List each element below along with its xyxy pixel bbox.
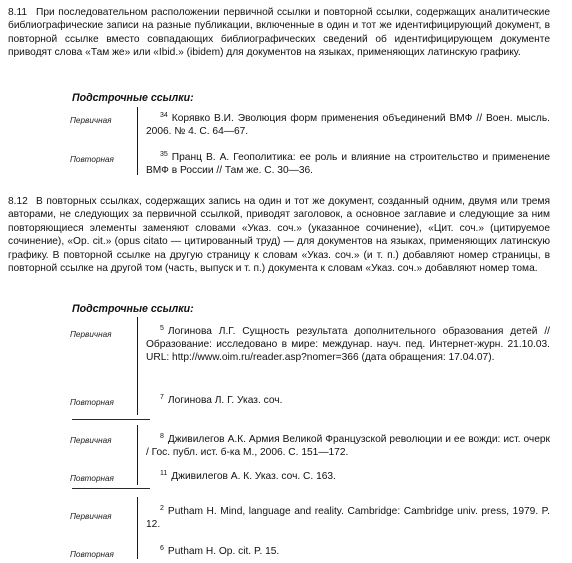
footnote-label-primary: Первичная — [70, 436, 112, 445]
footnote-primary — [146, 433, 550, 459]
footnotes-heading: Подстрочные ссылки: — [72, 303, 194, 315]
footnote-text: Дживилегов А.К. Армия Великой Французской революции и ее вожди: ист. очерк / Гос. публ. ист. б-ка М., 2006. С. 151—172. — [146, 434, 550, 459]
footnote-text: Логинова Л.Г. Сущность результата дополнительного образования детей // Образование: исследовано в мире: междунар. науч. пед. Интернет-журн. 21.10.03. URL: http://www.oim.ru/reader.asp?nomer=366 (дата обращения: 17.04.07). — [146, 326, 550, 364]
footnote-label-primary: Первичная — [70, 512, 112, 521]
footnote-number: 11 — [160, 470, 168, 477]
footnote-primary — [146, 112, 550, 138]
footnote-number: 35 — [160, 151, 168, 158]
footnote-divider-line — [137, 107, 138, 175]
footnote-number: 5 — [160, 325, 164, 332]
footnote-label-primary: Первичная — [70, 330, 112, 339]
footnote-primary — [146, 325, 550, 365]
footnote-primary — [146, 505, 550, 531]
paragraph-text: При последовательном расположении первичной ссылки и повторной ссылки, содержащих аналитические библиографические записи на разные публикации, включенные в один и тот же идентифицирующий документ, в повторной ссылке вместо совпадающих библиографических сведений об идентифицирующем документе приводят слова «Там же» или «Ibid.» (ibidem) для документов на языках, применяющих латинскую графику. — [8, 7, 550, 59]
footnote-divider-line — [137, 425, 138, 485]
footnotes-heading: Подстрочные ссылки: — [72, 92, 194, 104]
footnote-number: 8 — [160, 433, 164, 440]
paragraph-text: В повторных ссылках, содержащих запись на один и тот же документ, созданный одним, двумя или тремя авторами, не следующих за первичной ссылкой, приводят заголовок, а основное заглавие и следующие за ним повторяющиеся элементы заменяют словами «Указ. соч.» (указанное сочинение), «Цит. соч.» (цитируемое сочинение), «Op. cit.» (opus citato — цитированный труд) — для документов на языках, применяющих латинскую графику. В повторной ссылке на другую страницу к словам «Указ. соч.» (и т. п.) добавляют номер страницы, в повторной ссылке на другой том (часть, выпуск и т. п.) документа к словам «Указ. соч.» добавляют номер тома. — [8, 196, 550, 275]
footnote-label-repeat: Повторная — [70, 155, 114, 164]
group-separator — [72, 419, 150, 420]
footnote-label-primary: Первичная — [70, 116, 112, 125]
section-8-11-paragraph — [8, 6, 550, 60]
footnote-text: Putham H. Op. cit. P. 15. — [167, 546, 280, 557]
footnote-text: Дживилегов А. К. Указ. соч. С. 163. — [171, 471, 336, 482]
footnote-label-repeat: Повторная — [70, 398, 114, 407]
footnote-repeat — [146, 545, 550, 558]
footnote-label-repeat: Повторная — [70, 550, 114, 559]
footnote-repeat — [146, 151, 550, 177]
footnote-divider-line — [137, 317, 138, 415]
group-separator — [72, 488, 150, 489]
footnote-number: 34 — [160, 112, 168, 119]
footnote-number: 2 — [160, 505, 164, 512]
footnote-number: 7 — [160, 394, 164, 401]
section-number: 8.11 — [8, 7, 28, 18]
footnote-text: Корявко В.И. Эволюция форм применения объединений ВМФ // Воен. мысль. 2006. № 4. С. 64—67. — [146, 113, 550, 138]
section-number: 8.12 — [8, 196, 28, 207]
footnote-text: Пранц В. А. Геополитика: ее роль и влияние на строительство и применение ВМФ в России // Там же. С. 30—36. — [146, 152, 550, 177]
footnote-divider-line — [137, 497, 138, 559]
footnote-text: Putham H. Mind, language and reality. Cambridge: Cambridge univ. press, 1979. P. 12. — [146, 506, 550, 531]
footnote-repeat — [146, 470, 550, 483]
footnote-number: 6 — [160, 545, 164, 552]
section-8-12-paragraph — [8, 195, 550, 275]
footnote-label-repeat: Повторная — [70, 474, 114, 483]
footnote-text: Логинова Л. Г. Указ. соч. — [167, 395, 283, 406]
footnote-repeat — [146, 394, 550, 407]
